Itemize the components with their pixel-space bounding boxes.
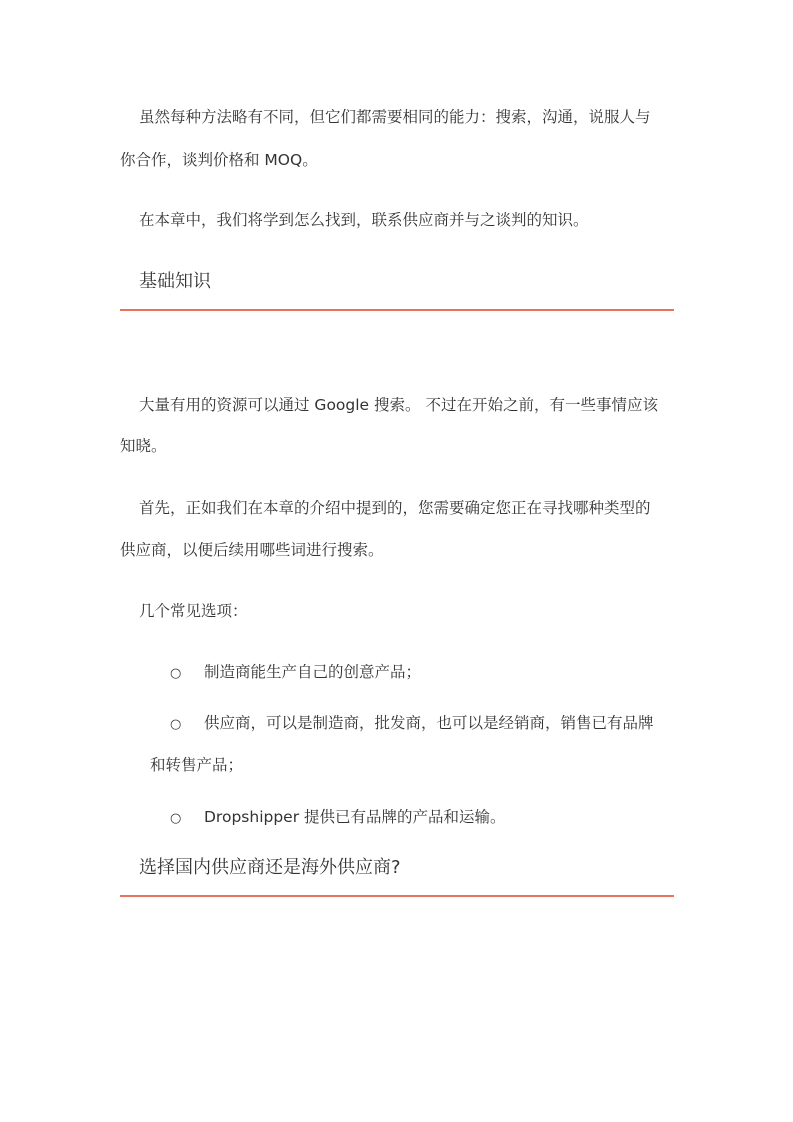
supplier-type-paragraph-line-2: 供应商，以便后续用哪些词进行搜索。 (120, 541, 384, 559)
chapter-intro-paragraph: 在本章中，我们将学到怎么找到，联系供应商并与之谈判的知识。 (139, 211, 589, 229)
section-heading-domestic-vs-overseas: 选择国内供应商还是海外供应商? (139, 857, 401, 878)
intro-paragraph-line-1: 虽然每种方法略有不同，但它们都需要相同的能力：搜索，沟通，说服人与 (139, 108, 651, 126)
bullet-circle-icon: ○ (170, 717, 182, 732)
list-item-manufacturer: 制造商能生产自己的创意产品； (204, 663, 422, 681)
section-heading-basics: 基础知识 (139, 271, 211, 292)
list-item-dropshipper: Dropshipper 提供已有品牌的产品和运输。 (204, 808, 506, 826)
section-divider-basics (120, 309, 674, 311)
intro-paragraph-line-2: 你合作，谈判价格和 MOQ。 (120, 151, 318, 169)
section-divider-domestic-vs-overseas (120, 895, 674, 897)
google-paragraph-line-2: 知晓。 (120, 437, 167, 455)
bullet-circle-icon: ○ (170, 811, 182, 826)
supplier-type-paragraph-line-1: 首先，正如我们在本章的介绍中提到的，您需要确定您正在寻找哪种类型的 (139, 499, 651, 517)
list-item-supplier-line-2: 和转售产品； (150, 756, 244, 774)
list-item-supplier-line-1: 供应商，可以是制造商，批发商，也可以是经销商，销售已有品牌 (204, 714, 654, 732)
options-intro: 几个常见选项： (139, 602, 248, 620)
google-paragraph-line-1: 大量有用的资源可以通过 Google 搜索。 不过在开始之前，有一些事情应该 (139, 396, 658, 414)
bullet-circle-icon: ○ (170, 666, 182, 681)
